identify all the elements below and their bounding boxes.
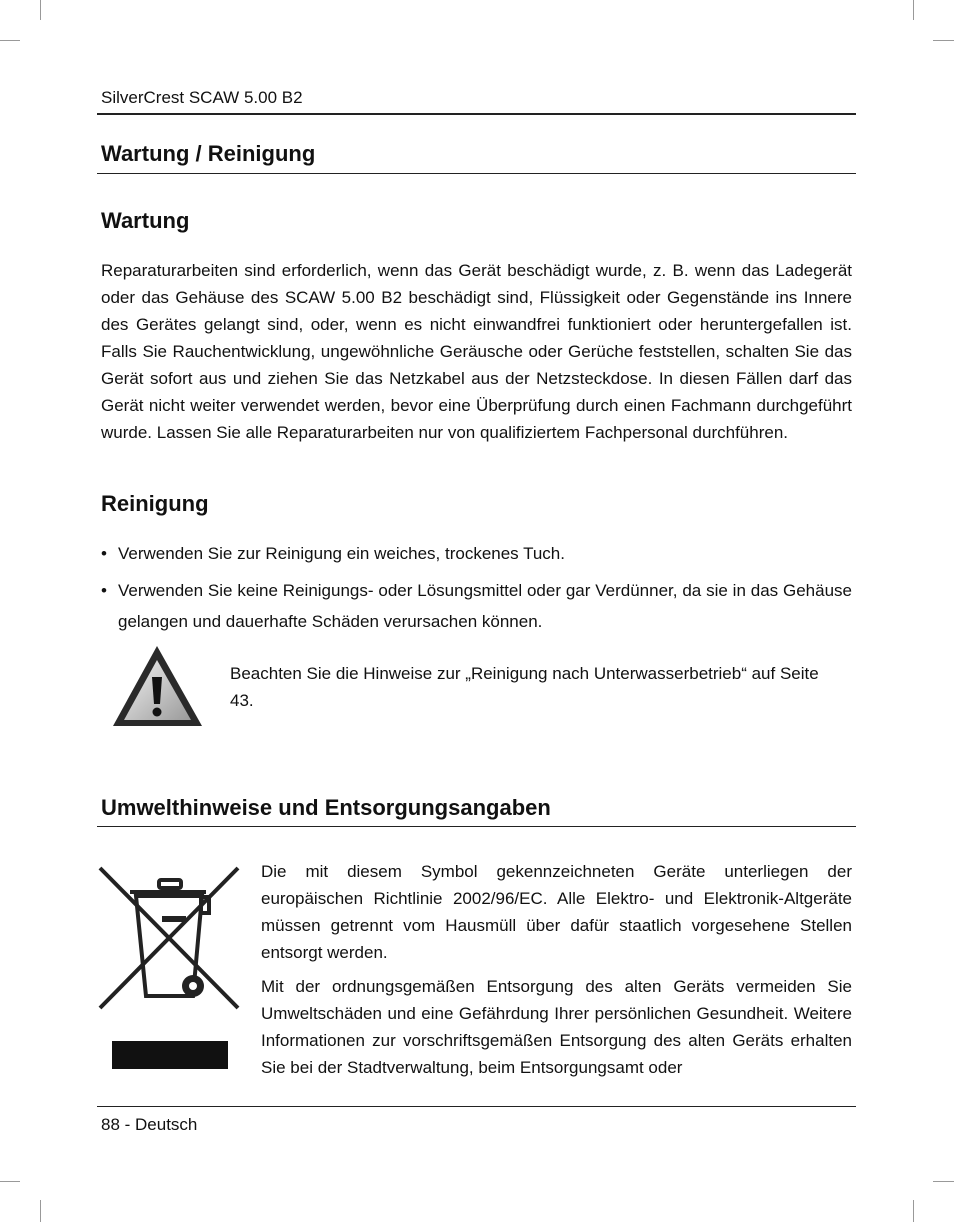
crop-mark (0, 1181, 20, 1182)
umwelt-paragraph-2: Mit der ordnungsgemäßen Entsorgung des alten Geräts vermeiden Sie Umweltschäden und eine Gefährdung Ihrer persönlichen Gesundheit. Weitere Informationen zur vorschriftsgemäßen Entsorgung des alten Geräts erhalten Sie bei der Stadtverwaltung, beim Entsorgungsamt oder (261, 977, 852, 1077)
bullet-dot: • (101, 581, 107, 600)
subsection-title-wartung: Wartung (101, 208, 190, 233)
bullet-dot: • (101, 544, 107, 563)
crop-mark (913, 1200, 914, 1222)
crossed-out-bin-icon (98, 864, 243, 1074)
crop-mark (933, 40, 954, 41)
document-header-title: SilverCrest SCAW 5.00 B2 (101, 88, 303, 107)
crop-mark (40, 0, 41, 20)
crop-mark (913, 0, 914, 20)
crop-mark (40, 1200, 41, 1222)
umwelt-paragraph-1: Die mit diesem Symbol gekennzeichneten Geräte unterliegen der europäischen Richtlinie 2002/96/EC. Alle Elektro- und Elektronik-Altgeräte müssen getrennt vom Hausmüll über dafür staatlich vorgesehene Stellen entsorgt werden. (261, 862, 852, 962)
wartung-paragraph: Reparaturarbeiten sind erforderlich, wenn das Gerät beschädigt wurde, z. B. wenn das Ladegerät oder das Gehäuse des SCAW 5.00 B2 beschädigt sind, Flüssigkeit oder Gegenstände ins Innere des Gerätes gelangt sind, oder, wenn es nicht einwandfrei funktioniert oder heruntergefallen ist. Falls Sie Rauchentwicklung, ungewöhnliche Geräusche oder Gerüche feststellen, schalten Sie das Gerät sofort aus und ziehen Sie das Netzkabel aus der Netzsteckdose. In diesen Fällen darf das Gerät nicht weiter verwendet werden, bevor eine Überprüfung durch einen Fachmann durchgeführt wurde. Lassen Sie alle Reparaturarbeiten nur von qualifiziertem Fachpersonal durchführen. (101, 261, 852, 442)
warning-note: Beachten Sie die Hinweise zur „Reinigung nach Unterwasserbetrieb“ auf Seite 43. (230, 664, 819, 710)
header-rule (97, 113, 856, 115)
list-item-text: Verwenden Sie keine Reinigungs- oder Lösungsmittel oder gar Verdünner, da sie in das Gehäuse gelangen und dauerhafte Schäden verursachen können. (118, 581, 852, 631)
section-title-maintenance: Wartung / Reinigung (101, 141, 316, 166)
page-number-footer: 88 - Deutsch (101, 1115, 198, 1134)
subsection-title-reinigung: Reinigung (101, 491, 209, 516)
list-item (101, 575, 852, 637)
section-rule (97, 826, 856, 827)
footer-rule (97, 1106, 856, 1107)
section-rule (97, 173, 856, 174)
crop-mark (933, 1181, 954, 1182)
list-item-text: Verwenden Sie zur Reinigung ein weiches, trockenes Tuch. (118, 544, 565, 563)
crop-mark (0, 40, 20, 41)
list-item (101, 538, 852, 569)
section-title-umwelt: Umwelthinweise und Entsorgungsangaben (101, 795, 551, 820)
warning-triangle-icon (110, 643, 205, 729)
